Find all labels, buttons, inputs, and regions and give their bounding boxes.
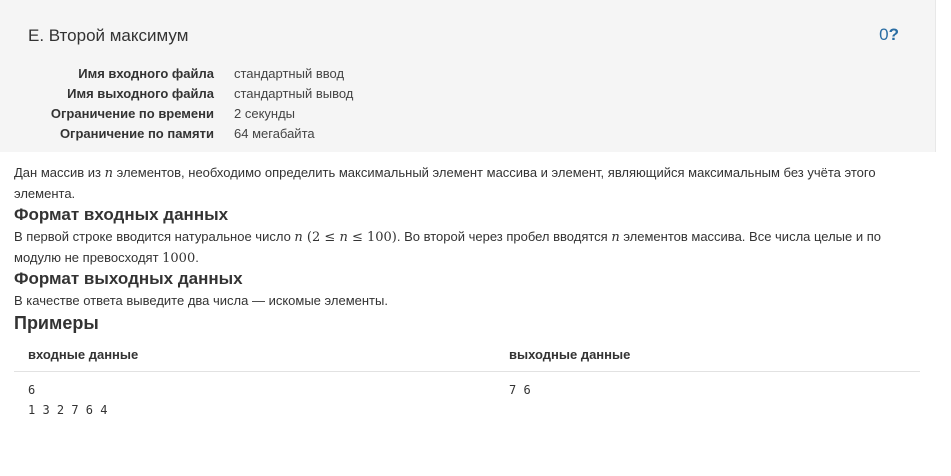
input-text: элементов массива. Все числа целые и по модулю не превосходят	[14, 229, 882, 265]
limits-table	[0, 64, 353, 144]
math-var: n	[611, 230, 620, 245]
math-number: 1000	[162, 251, 196, 266]
output-format-heading: Формат выходных данных	[14, 269, 243, 288]
input-column-header: входные данные	[14, 339, 495, 372]
input-text: В первой строке вводится натуральное число	[14, 229, 295, 244]
limit-row-time	[0, 104, 353, 124]
output-column-header: выходные данные	[495, 339, 920, 372]
math-constraint: ≤ 100)	[347, 230, 397, 245]
example-input-value[interactable]: 6 1 3 2 7 6 4	[28, 383, 108, 417]
example-output-value[interactable]: 7 6	[509, 383, 531, 397]
limit-value: 2 секунды	[234, 106, 296, 121]
limit-label: Ограничение по памяти	[59, 126, 214, 141]
problem-header-panel	[0, 0, 936, 152]
limit-value: стандартный ввод	[234, 66, 345, 81]
math-var: n	[294, 230, 303, 245]
math-var: n	[339, 230, 348, 245]
math-constraint: (2 ≤	[302, 230, 340, 245]
score-indicator[interactable]	[879, 25, 899, 45]
input-text: .	[195, 250, 199, 265]
statement-text: элементов, необходимо определить максимальный элемент массива и элемент, являющийся максимальным без учёта этого элемента.	[14, 165, 876, 201]
input-format-heading: Формат входных данных	[14, 205, 229, 224]
examples-heading: Примеры	[14, 313, 99, 333]
problem-title: E. Второй максимум	[28, 26, 189, 45]
limit-row-output-file	[0, 84, 353, 104]
limit-label: Имя выходного файла	[67, 86, 214, 101]
input-text: . Во второй через пробел вводятся	[396, 229, 612, 244]
score-value: 0	[879, 25, 889, 44]
math-var: n	[104, 166, 113, 181]
limit-value: 64 мегабайта	[234, 126, 315, 141]
problem-content	[14, 163, 924, 428]
limit-row-memory	[0, 124, 353, 144]
examples-header-row	[14, 339, 920, 372]
output-format-text: В качестве ответа выведите два числа — искомые элементы.	[14, 293, 388, 308]
input-format-text	[14, 227, 924, 267]
example-row	[14, 372, 920, 429]
help-icon[interactable]: ?	[888, 25, 899, 44]
limit-row-input-file	[0, 64, 353, 84]
limit-label: Ограничение по времени	[50, 106, 214, 121]
examples-table	[14, 339, 920, 428]
limit-value: стандартный вывод	[234, 86, 354, 101]
problem-statement	[14, 163, 924, 203]
limit-label: Имя входного файла	[78, 66, 214, 81]
statement-text: Дан массив из	[14, 165, 105, 180]
